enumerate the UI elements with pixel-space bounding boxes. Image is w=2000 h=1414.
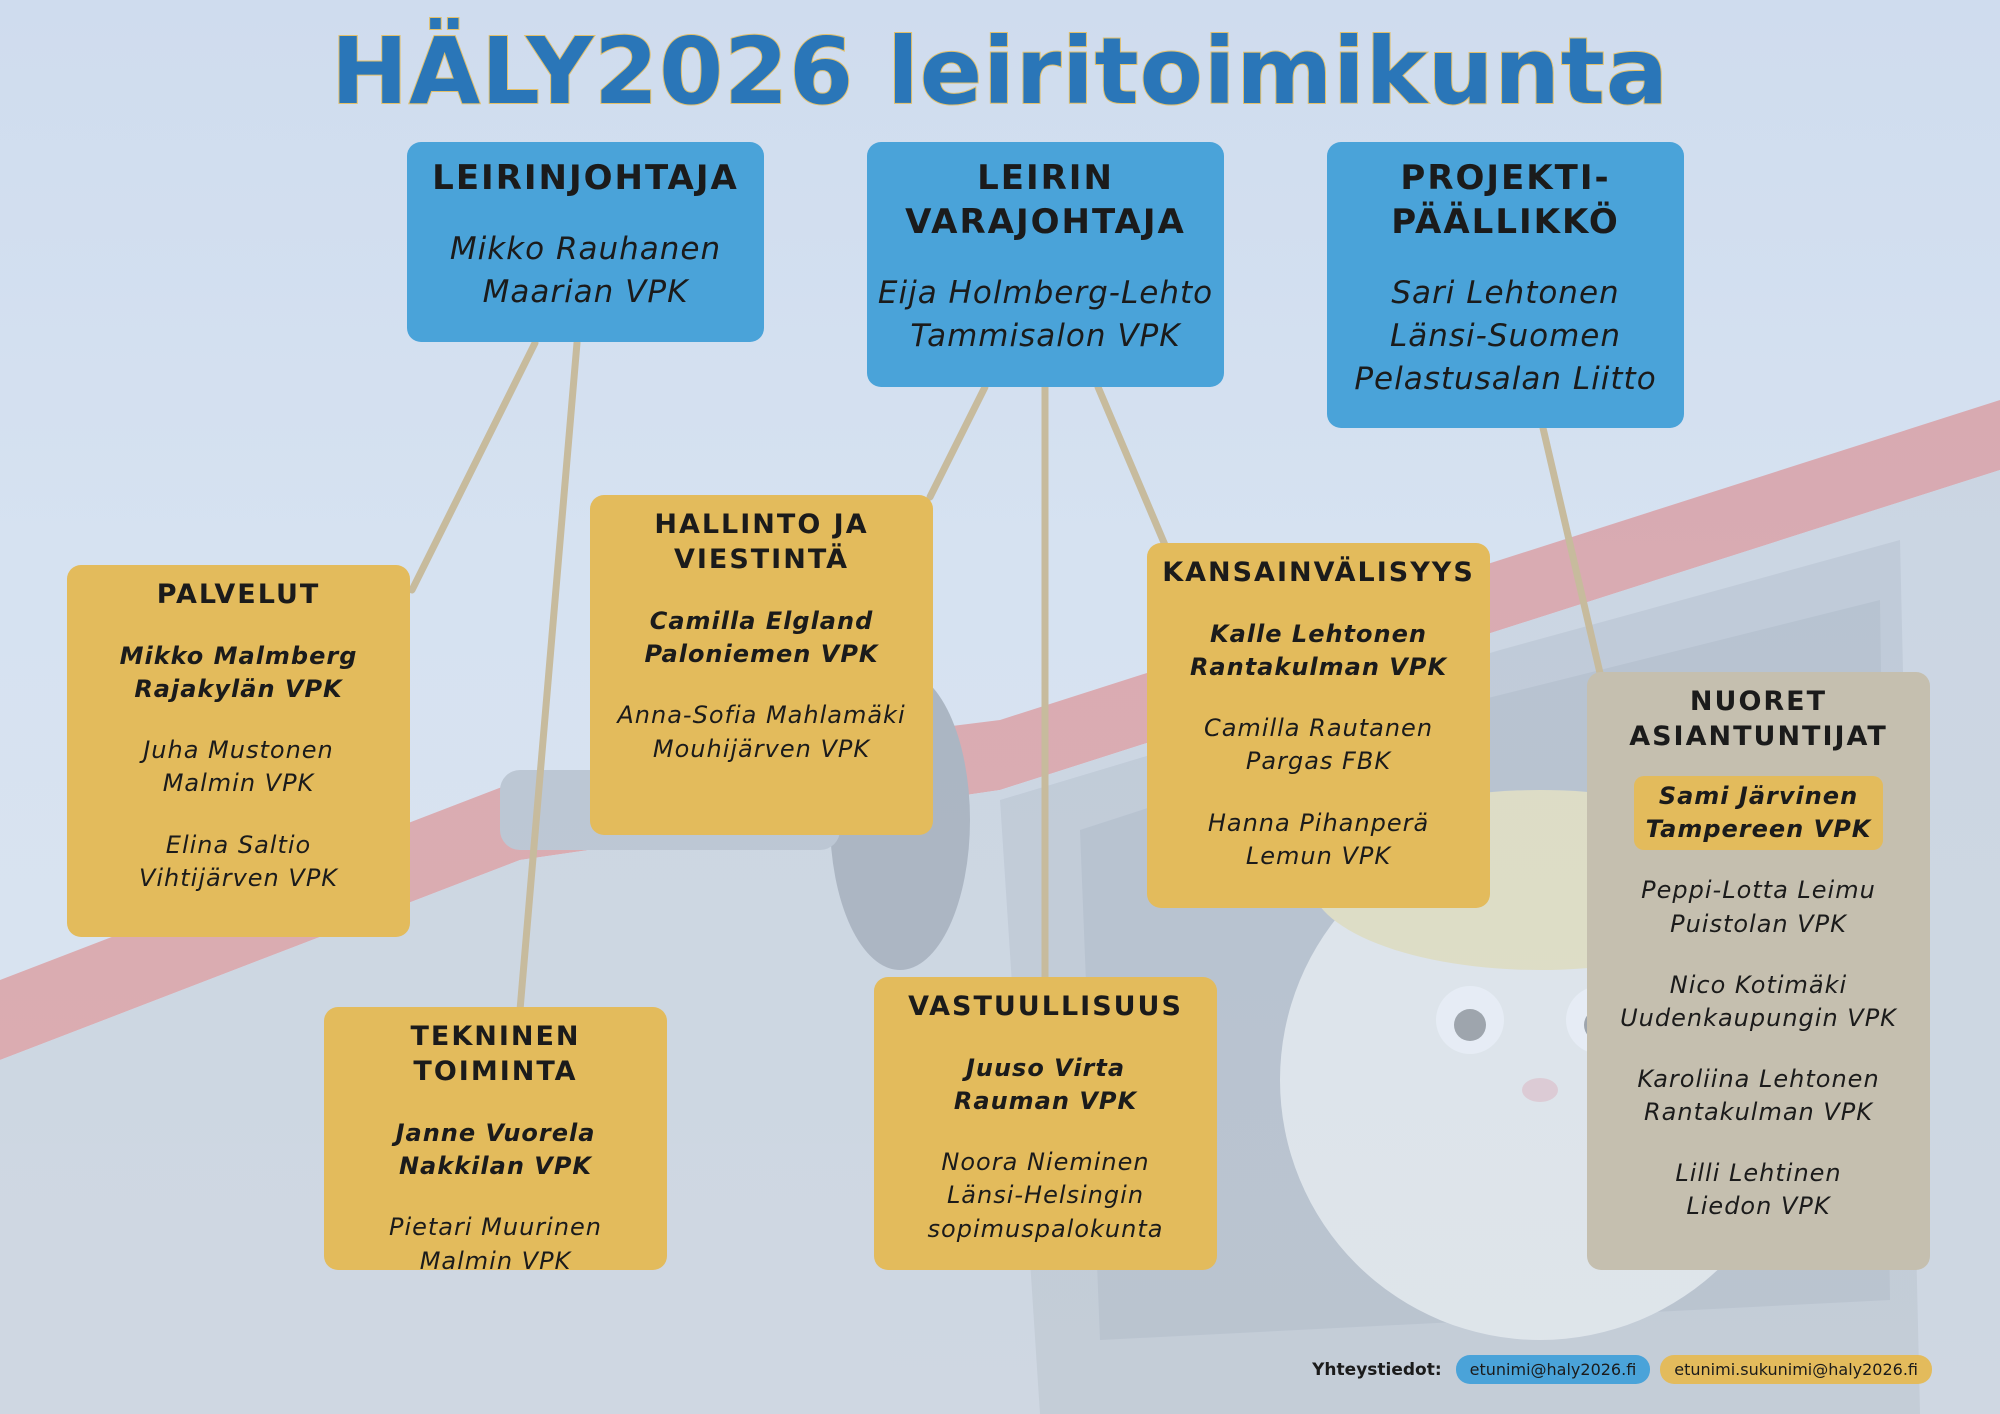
box-tekninen-toiminta — [324, 1007, 667, 1275]
member-name: Pietari Muurinen — [388, 1213, 603, 1242]
lead-name: Mikko Malmberg — [119, 642, 358, 671]
box-vastuullisuus — [874, 977, 1217, 1270]
team-title-line1: HALLINTO JA — [654, 509, 869, 540]
box-palvelut — [67, 565, 410, 937]
member-name: Lilli Lehtinen — [1675, 1159, 1842, 1188]
box-projektipaallikko — [1327, 142, 1684, 428]
member-name: Nico Kotimäki — [1669, 970, 1848, 999]
member-org: Lemun VPK — [1245, 841, 1392, 870]
member-org-line2: sopimuspalokunta — [927, 1214, 1164, 1243]
box-hallinto-ja-viestinta — [590, 495, 933, 835]
lead-name: Kalle Lehtonen — [1210, 620, 1427, 649]
connector-varajohtaja-hallinto — [930, 387, 985, 497]
box-leirinjohtaja — [407, 142, 764, 342]
lead-org: Rauman VPK — [953, 1087, 1138, 1116]
member-name: Juha Mustonen — [143, 736, 334, 765]
person-name: Eija Holmberg-Lehto — [877, 275, 1214, 312]
member-org: Uudenkaupungin VPK — [1620, 1003, 1897, 1032]
person-name: Mikko Rauhanen — [449, 231, 722, 268]
connector-leirinjohtaja-palvelut — [412, 343, 535, 590]
member-name: Camilla Rautanen — [1203, 714, 1434, 743]
lead-name: Janne Vuorela — [395, 1119, 596, 1148]
page-title: HÄLY2026 leiritoimikunta — [331, 18, 1669, 125]
lead-org: Nakkilan VPK — [398, 1152, 593, 1181]
team-title: KANSAINVÄLISYYS — [1162, 557, 1475, 588]
email-long-link[interactable]: etunimi.sukunimi@haly2026.fi — [1660, 1355, 1932, 1384]
member-name: Noora Nieminen — [941, 1148, 1150, 1177]
box-leirin-varajohtaja — [867, 142, 1224, 387]
team-title: TEKNINEN TOIMINTA — [410, 1021, 581, 1088]
team-title-line2: ASIANTUNTIJAT — [1629, 721, 1888, 753]
lead-org: Rajakylän VPK — [134, 675, 343, 704]
box-nuoret-asiantuntijat — [1587, 672, 1930, 1270]
member-org: Puistolan VPK — [1670, 909, 1847, 938]
lead-name: Sami Järvinen — [1658, 782, 1859, 811]
member-name: Anna-Sofia Mahlamäki — [617, 701, 906, 730]
member-org: Malmin VPK — [162, 769, 315, 798]
lead-name: Camilla Elgland — [649, 607, 874, 636]
team-title: VASTUULLISUUS — [908, 991, 1183, 1022]
lead-org: Rantakulman VPK — [1189, 653, 1448, 682]
role-title-line2: PÄÄLLIKKÖ — [1391, 202, 1620, 243]
team-title-line1: NUORET — [1689, 686, 1828, 717]
person-org: Tammisalon VPK — [910, 318, 1181, 355]
member-org: Mouhijärven VPK — [652, 734, 871, 763]
person-org: Maarian VPK — [482, 273, 689, 310]
team-title: PALVELUT — [156, 579, 321, 610]
person-name: Sari Lehtonen — [1391, 275, 1620, 312]
member-name: Elina Saltio — [165, 830, 312, 859]
member-org: Vihtijärven VPK — [138, 863, 339, 892]
member-org: Malmin VPK — [419, 1246, 572, 1275]
contact-label: Yhteystiedot: — [1312, 1359, 1442, 1380]
role-title-line1: PROJEKTI- — [1400, 158, 1611, 198]
lead-org: Tampereen VPK — [1645, 815, 1872, 844]
role-title-line2: VARAJOHTAJA — [905, 202, 1186, 243]
member-org: Pargas FBK — [1245, 747, 1392, 776]
member-org: Rantakulman VPK — [1643, 1097, 1874, 1126]
member-name: Hanna Pihanperä — [1207, 808, 1430, 837]
connector-projektipaallikko-nuoret — [1543, 428, 1600, 673]
email-short-link[interactable]: etunimi@haly2026.fi — [1456, 1355, 1651, 1384]
member-org: Liedon VPK — [1686, 1192, 1831, 1221]
person-org-line1: Länsi-Suomen — [1389, 318, 1622, 355]
role-title-line1: LEIRIN — [977, 158, 1114, 198]
lead-org: Paloniemen VPK — [644, 640, 879, 669]
connector-varajohtaja-kansainvalisyys — [1098, 387, 1165, 545]
team-title-line2: VIESTINTÄ — [673, 544, 850, 576]
role-title: LEIRINJOHTAJA — [432, 158, 739, 198]
box-kansainvalisyys — [1147, 543, 1490, 908]
member-name: Karoliina Lehtonen — [1637, 1064, 1880, 1093]
connector-leirinjohtaja-tekninen — [520, 343, 577, 1010]
member-name: Peppi-Lotta Leimu — [1641, 876, 1876, 905]
member-org-line1: Länsi-Helsingin — [946, 1181, 1145, 1210]
contact-info — [1312, 1355, 1932, 1384]
person-org-line2: Pelastusalan Liitto — [1354, 360, 1657, 397]
lead-name: Juuso Virta — [965, 1054, 1126, 1083]
lead-highlight — [1634, 776, 1884, 850]
